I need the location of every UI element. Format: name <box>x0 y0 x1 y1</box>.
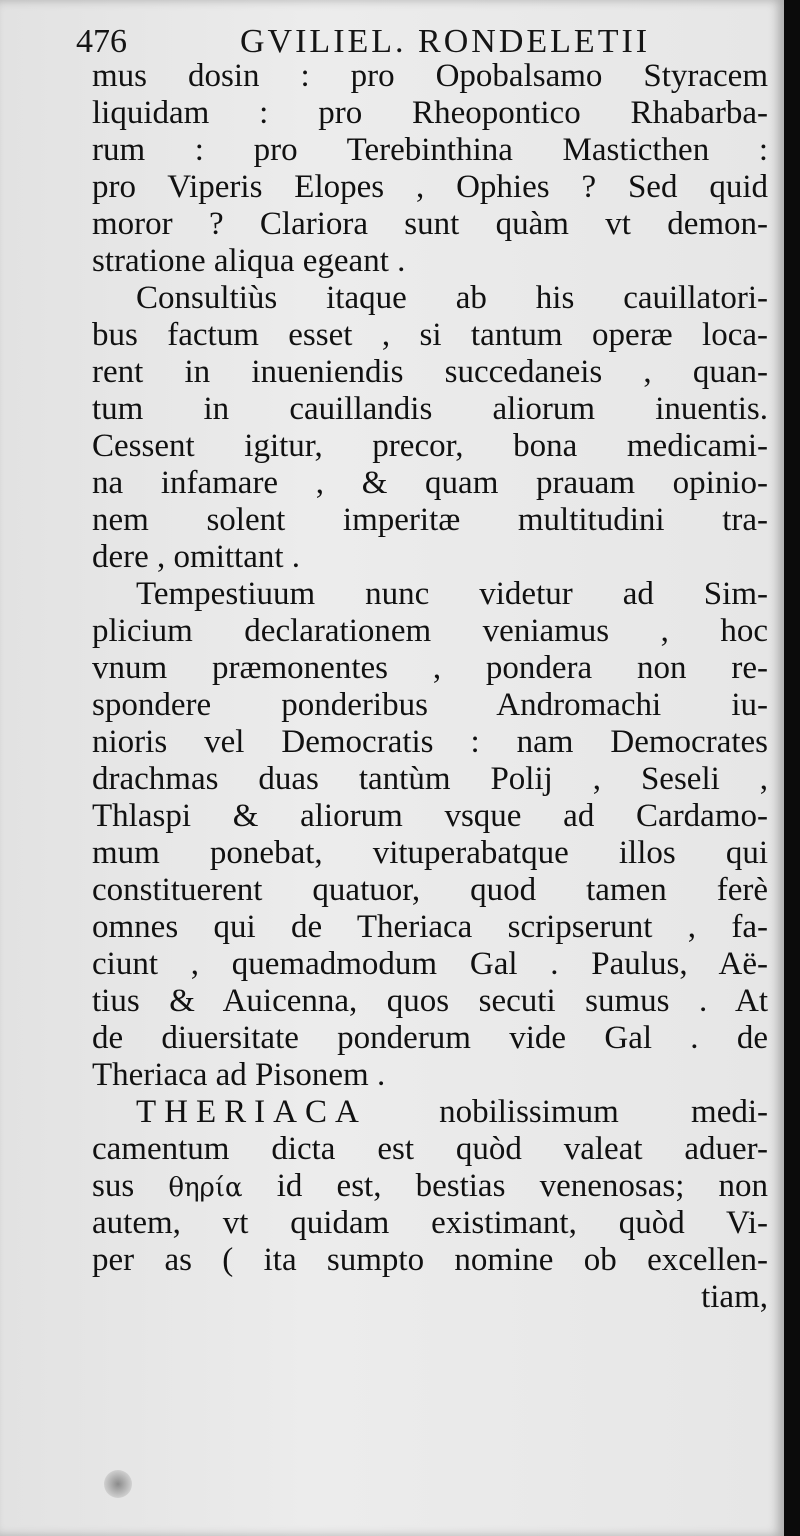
text-line: vnum præmonentes , pondera non re- <box>92 650 768 686</box>
text-line: Consultiùs itaque ab his cauillatori- <box>136 280 768 316</box>
text-line: mus dosin : pro Opobalsamo Styracem <box>92 58 768 94</box>
text-line: Thlaspi & aliorum vsque ad Cardamo- <box>92 798 768 834</box>
text-line: camentum dicta est quòd valeat aduer- <box>92 1131 768 1167</box>
text-line <box>92 1168 768 1205</box>
text-line: plicium declarationem veniamus , hoc <box>92 613 768 649</box>
text-line: bus factum esset , si tantum operæ loca- <box>92 317 768 353</box>
text-line: Tempestiuum nunc videtur ad Sim- <box>136 576 768 612</box>
text-line: nem solent imperitæ multitudini tra- <box>92 502 768 538</box>
paragraph-3 <box>92 576 768 1094</box>
catchword: tiam, <box>701 1279 768 1315</box>
text-line: mum ponebat, vituperabatque illos qui <box>92 835 768 871</box>
text-line: tius & Auicenna, quos secuti sumus . At <box>92 983 768 1019</box>
text-line: na infamare , & quam prauam opinio- <box>92 465 768 501</box>
line-rest: nobilissimum medi- <box>439 1094 768 1130</box>
paragraph-4 <box>92 1094 768 1316</box>
greek-word: θηρία <box>168 1173 243 1203</box>
ink-spot <box>104 1470 132 1498</box>
paragraph-2 <box>92 280 768 576</box>
text-line <box>92 1094 768 1131</box>
text-line: tum in cauillandis aliorum inuentis. <box>92 391 768 427</box>
text-line: Theriaca ad Pisonem . <box>92 1057 386 1093</box>
page-number: 476 <box>76 23 127 60</box>
text-line: rum : pro Terebinthina Masticthen : <box>92 132 768 168</box>
text-line: pro Viperis Elopes , Ophies ? Sed quid <box>92 169 768 205</box>
text-line: moror ? Clariora sunt quàm vt demon- <box>92 206 768 242</box>
text-line: stratione aliqua egeant . <box>92 243 406 279</box>
text-line: liquidam : pro Rheopontico Rhabarba- <box>92 95 768 131</box>
text-line: constituerent quatuor, quod tamen ferè <box>92 872 768 908</box>
text-line: nioris vel Democratis : nam Democrates <box>92 724 768 760</box>
line-end: id est, bestias venenosas; non <box>276 1168 768 1204</box>
text-line: dere , omittant . <box>92 539 301 575</box>
text-line: ciunt , quemadmodum Gal . Paulus, Aë- <box>92 946 768 982</box>
text-line: de diuersitate ponderum vide Gal . de <box>92 1020 768 1056</box>
line-start: sus <box>92 1168 135 1204</box>
text-line: omnes qui de Theriaca scripserunt , fa- <box>92 909 768 945</box>
text-line: drachmas duas tantùm Polij , Seseli , <box>92 761 768 797</box>
drop-word: THERIACA <box>136 1094 367 1130</box>
body-text <box>92 58 768 1316</box>
paragraph-1 <box>92 58 768 280</box>
text-line: autem, vt quidam existimant, quòd Vi- <box>92 1205 768 1241</box>
text-line: rent in inueniendis succedaneis , quan- <box>92 354 768 390</box>
text-line: spondere ponderibus Andromachi iu- <box>92 687 768 723</box>
text-line: per as ( ita sumpto nomine ob excellen- <box>92 1242 768 1278</box>
text-line: Cessent igitur, precor, bona medicami- <box>92 428 768 464</box>
running-title: GVILIEL. RONDELETII <box>240 23 651 60</box>
